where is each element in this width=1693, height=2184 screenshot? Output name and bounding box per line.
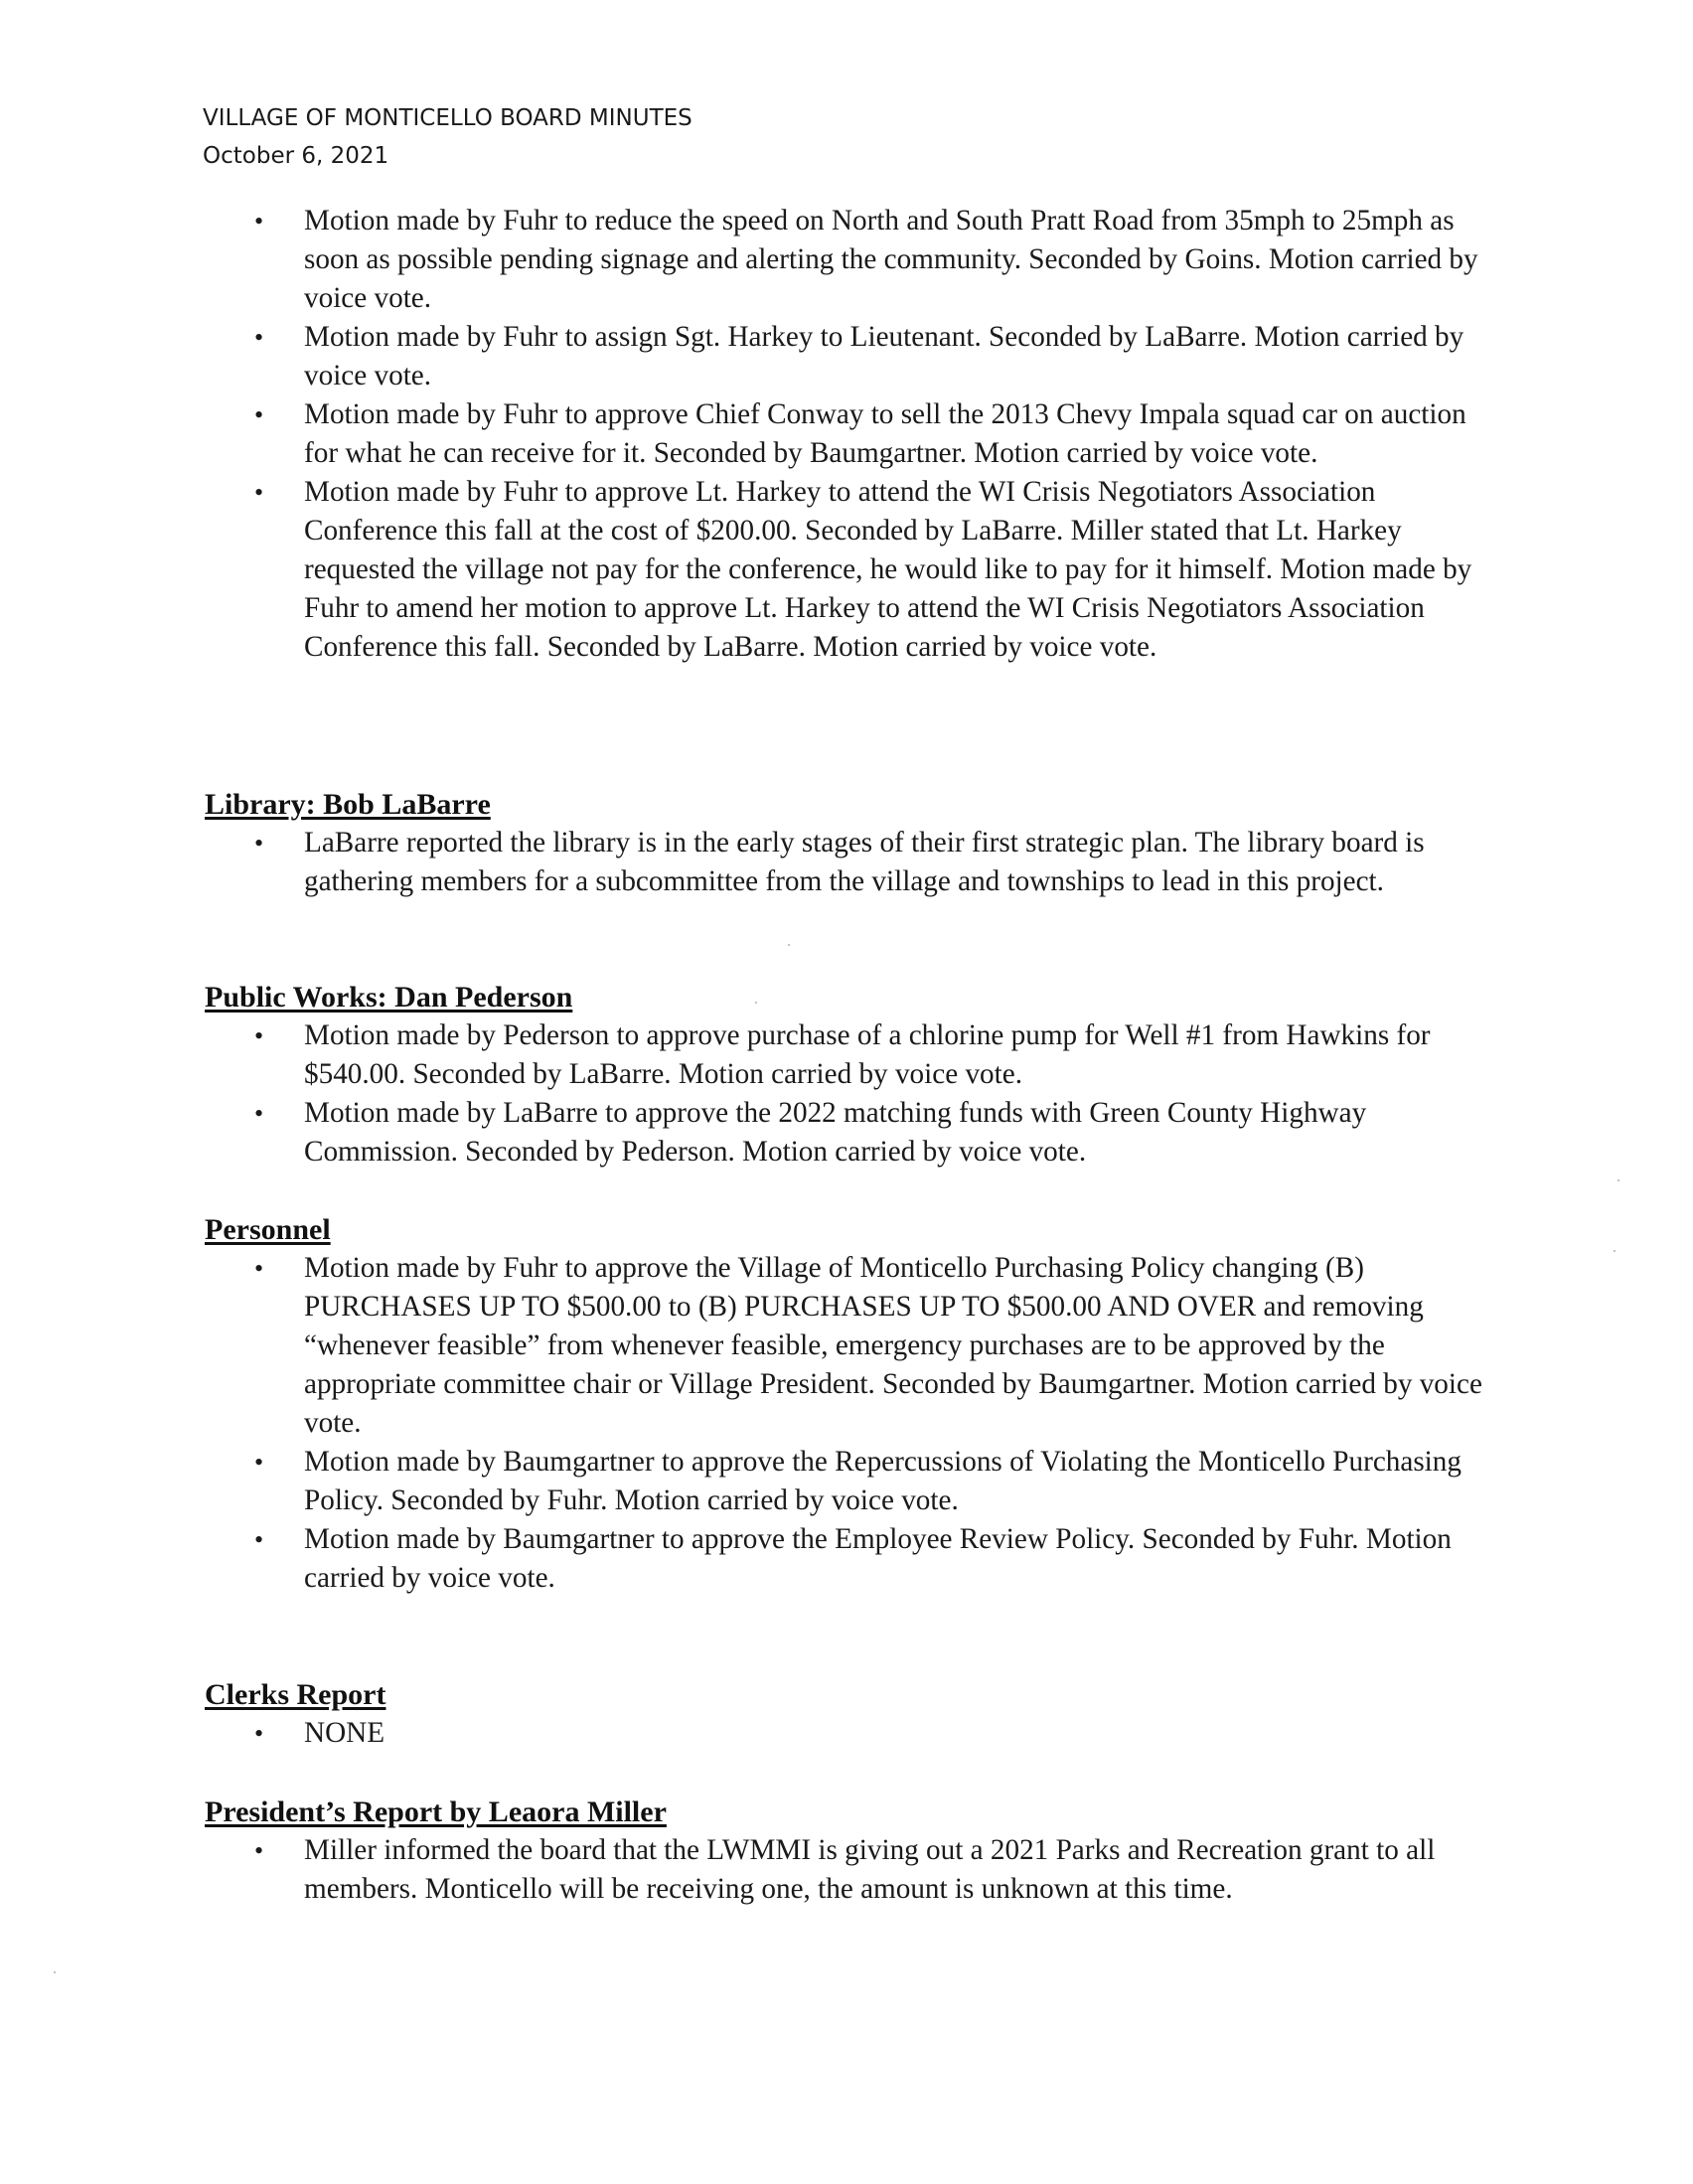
library-list <box>205 824 1496 901</box>
clerks-report-heading: Clerks Report <box>205 1678 386 1711</box>
bullet-icon: • <box>254 1448 264 1477</box>
personnel-section <box>205 1211 1496 1598</box>
list-item: • Motion made by LaBarre to approve the 2022 matching funds with Green County Highway Commission. Seconded by Pederson. Motion carried by voice vote. <box>205 1094 1496 1171</box>
bullet-icon: • <box>254 1719 264 1748</box>
presidents-report-list <box>205 1831 1496 1909</box>
scan-speck <box>1617 1179 1619 1181</box>
library-section <box>205 786 1496 901</box>
list-item: • Motion made by Fuhr to approve Lt. Harkey to attend the WI Crisis Negotiators Association Conference this fall at the cost of $200.00. Seconded by LaBarre. Miller stated that Lt. Harkey requested the village not pay for the conference, he would like to pay for it himself. Motion made by Fuhr to amend her motion to approve Lt. Harkey to attend the WI Crisis Negotiators Association Conference this fall. Seconded by LaBarre. Motion carried by voice vote. <box>205 473 1496 667</box>
bullet-icon: • <box>254 1099 264 1128</box>
scan-speck <box>755 1002 757 1004</box>
police-motions-section <box>205 202 1496 667</box>
bullet-icon: • <box>254 323 264 352</box>
bullet-icon: • <box>254 1525 264 1554</box>
clerks-report-list <box>205 1714 1496 1753</box>
scan-speck <box>54 1971 56 1973</box>
bullet-icon: • <box>254 478 264 507</box>
list-item: • Motion made by Baumgartner to approve the Repercussions of Violating the Monticello Purchasing Policy. Seconded by Fuhr. Motion carried by voice vote. <box>205 1443 1496 1520</box>
bullet-icon: • <box>254 400 264 429</box>
police-motions-list <box>205 202 1496 667</box>
public-works-section <box>205 979 1496 1171</box>
document-title: VILLAGE OF MONTICELLO BOARD MINUTES <box>203 105 693 131</box>
scan-speck <box>1614 1250 1616 1252</box>
personnel-list <box>205 1249 1496 1598</box>
library-heading: Library: Bob LaBarre <box>205 788 491 821</box>
bullet-icon: • <box>254 1254 264 1283</box>
document-header <box>203 99 693 175</box>
personnel-heading: Personnel <box>205 1213 331 1246</box>
presidents-report-section <box>205 1794 1496 1909</box>
list-item: • Motion made by Fuhr to approve the Village of Monticello Purchasing Policy changing (B) PURCHASES UP TO $500.00 to (B) PURCHASES UP TO $500.00 AND OVER and removing “whenever feasible” from whenever feasible, emergency purchases are to be approved by the appropriate committee chair or Village President. Seconded by Baumgartner. Motion carried by voice vote. <box>205 1249 1496 1443</box>
bullet-icon: • <box>254 207 264 235</box>
list-item: • LaBarre reported the library is in the early stages of their first strategic plan. The library board is gathering members for a subcommittee from the village and townships to lead in this project. <box>205 824 1496 901</box>
bullet-icon: • <box>254 1021 264 1050</box>
list-item: • Motion made by Fuhr to assign Sgt. Harkey to Lieutenant. Seconded by LaBarre. Motion carried by voice vote. <box>205 318 1496 395</box>
public-works-list <box>205 1016 1496 1171</box>
scan-speck <box>788 944 790 946</box>
list-item: • Motion made by Fuhr to reduce the speed on North and South Pratt Road from 35mph to 25mph as soon as possible pending signage and alerting the community. Seconded by Goins. Motion carried by voice vote. <box>205 202 1496 318</box>
list-item: • NONE <box>205 1714 1496 1753</box>
list-item: • Motion made by Fuhr to approve Chief Conway to sell the 2013 Chevy Impala squad car on auction for what he can receive for it. Seconded by Baumgartner. Motion carried by voice vote. <box>205 395 1496 473</box>
clerks-report-section <box>205 1676 1496 1753</box>
bullet-icon: • <box>254 1836 264 1865</box>
presidents-report-heading: President’s Report by Leaora Miller <box>205 1795 667 1828</box>
list-item: • Miller informed the board that the LWMMI is giving out a 2021 Parks and Recreation grant to all members. Monticello will be receiving one, the amount is unknown at this time. <box>205 1831 1496 1909</box>
meeting-date: October 6, 2021 <box>203 143 389 169</box>
public-works-heading: Public Works: Dan Pederson <box>205 981 573 1014</box>
list-item: • Motion made by Pederson to approve purchase of a chlorine pump for Well #1 from Hawkins for $540.00. Seconded by LaBarre. Motion carried by voice vote. <box>205 1016 1496 1094</box>
bullet-icon: • <box>254 829 264 858</box>
list-item: • Motion made by Baumgartner to approve the Employee Review Policy. Seconded by Fuhr. Motion carried by voice vote. <box>205 1520 1496 1598</box>
